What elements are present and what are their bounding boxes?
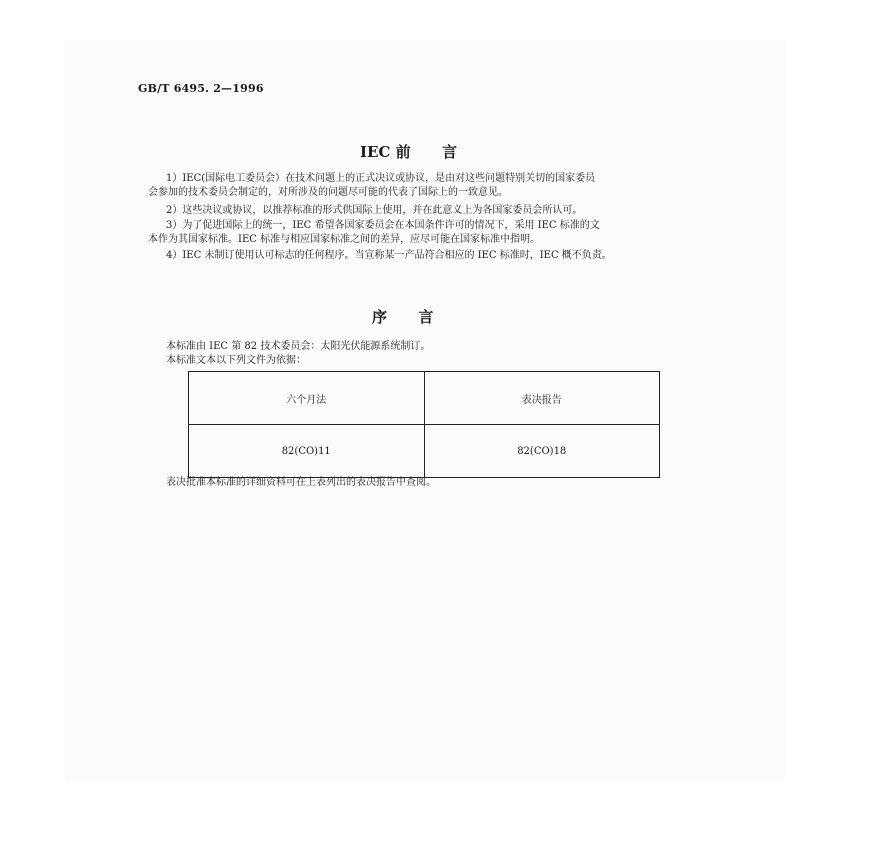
table-header-cell: 表决报告 xyxy=(424,372,660,425)
iec-foreword-line: 会参加的技术委员会制定的，对所涉及的问题尽可能的代表了国际上的一致意见。 xyxy=(148,187,508,198)
foreword-line: 本标准文本以下列文件为依据： xyxy=(166,355,306,366)
iec-foreword-line: 2）这些决议或协议，以推荐标准的形式供国际上使用，并在此意义上为各国家委员会所认可。 xyxy=(166,205,583,216)
table-header-row xyxy=(189,372,660,425)
standard-code: GB/T 6495. 2—1996 xyxy=(138,82,264,95)
iec-foreword-line: 4）IEC 未制订使用认可标志的任何程序。当宣称某一产品符合相应的 IEC 标准时，IEC 概不负责。 xyxy=(166,250,612,261)
table-cell: 82(CO)18 xyxy=(424,425,660,478)
foreword-closing: 表决批准本标准的详细资料可在上表列出的表决报告中查阅。 xyxy=(166,477,436,488)
iec-foreword-line: 本作为其国家标准。IEC 标准与相应国家标准之间的差异，应尽可能在国家标准中指明。 xyxy=(148,234,541,245)
document-basis-table xyxy=(188,371,660,478)
iec-foreword-title: IEC 前 言 xyxy=(360,143,457,161)
foreword-title: 序 言 xyxy=(372,308,434,326)
table-row xyxy=(189,425,660,478)
iec-foreword-line: 3）为了促进国际上的统一，IEC 希望各国家委员会在本国条件许可的情况下，采用 IEC 标准的文 xyxy=(166,220,600,231)
foreword-line: 本标准由 IEC 第 82 技术委员会：太阳光伏能源系统制订。 xyxy=(166,341,431,352)
table-cell: 82(CO)11 xyxy=(189,425,425,478)
iec-foreword-line: 1）IEC(国际电工委员会）在技术问题上的正式决议或协议，是由对这些问题特别关切的国家委员 xyxy=(166,173,596,184)
table-header-cell: 六个月法 xyxy=(189,372,425,425)
